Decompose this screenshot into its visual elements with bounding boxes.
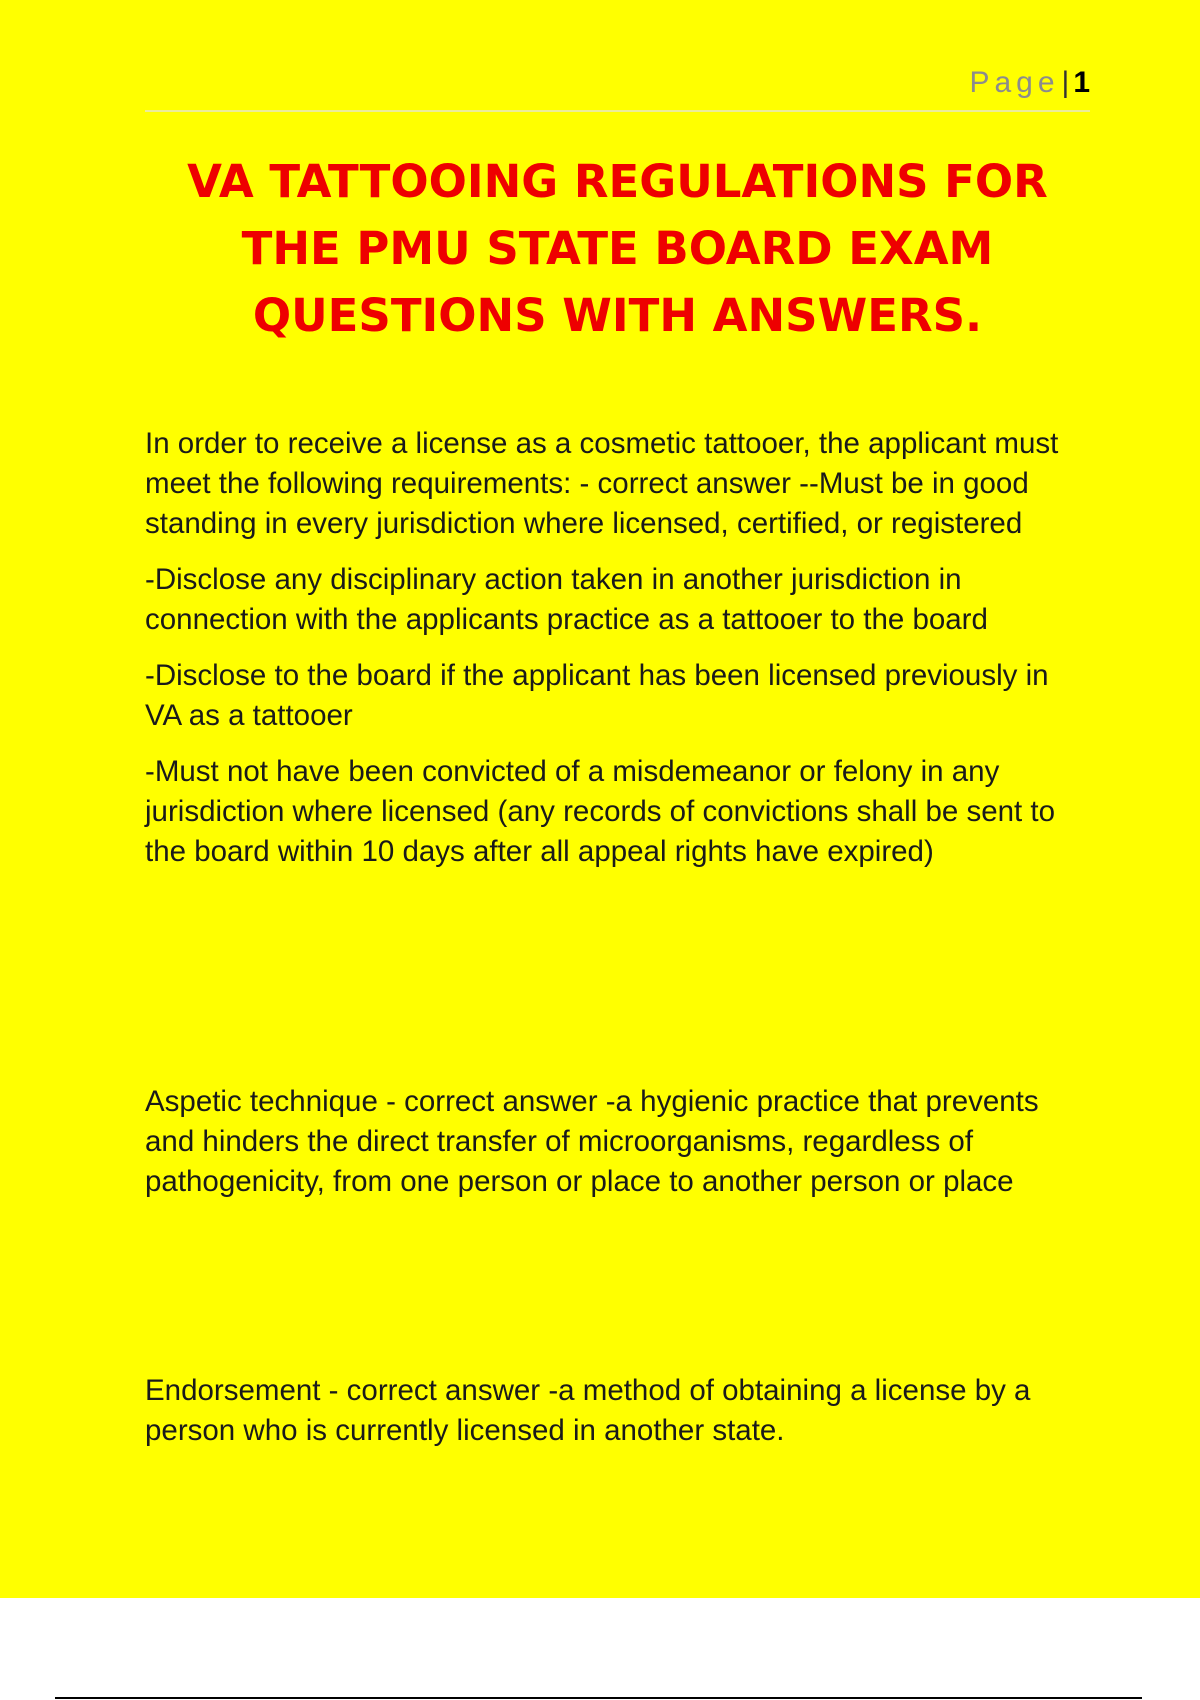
qa-paragraph: -Disclose to the board if the applicant has been licensed previously in VA as a tattooer: [145, 659, 1049, 732]
qa-paragraph: -Disclose any disciplinary action taken in another jurisdiction in connection with the applicants practice as a tattooer to the board: [145, 563, 988, 636]
qa-paragraph: Endorsement - correct answer -a method of obtaining a license by a person who is currently licensed in another state.: [145, 1374, 1031, 1447]
page-header: [145, 66, 1090, 112]
document-title: VA TATTOOING REGULATIONS FOR THE PMU STATE BOARD EXAM QUESTIONS WITH ANSWERS.: [187, 155, 1048, 342]
qa-item-endorsement: [145, 1371, 1090, 1467]
qa-paragraph: -Must not have been convicted of a misdemeanor or felony in any jurisdiction where licensed (any records of convictions shall be sent to the board within 10 days after all appeal rights have expired): [145, 755, 1056, 868]
qa-paragraph: Aspetic technique - correct answer -a hygienic practice that prevents and hinders the direct transfer of microorganisms, regardless of pathogenicity, from one person or place to another person or place: [145, 1085, 1039, 1198]
qa-item-aseptic-technique: [145, 1082, 1090, 1218]
page-number: 1: [1073, 66, 1090, 99]
footer-divider: [55, 1697, 1142, 1699]
qa-paragraph: In order to receive a license as a cosmetic tattooer, the applicant must meet the following requirements: - correct answer --Must be in good standing in every jurisdiction where licensed, certified, or registered: [145, 427, 1059, 540]
qa-item-license-requirements: [145, 424, 1090, 888]
page-label: Page: [969, 66, 1060, 99]
page-separator: |: [1061, 66, 1070, 99]
